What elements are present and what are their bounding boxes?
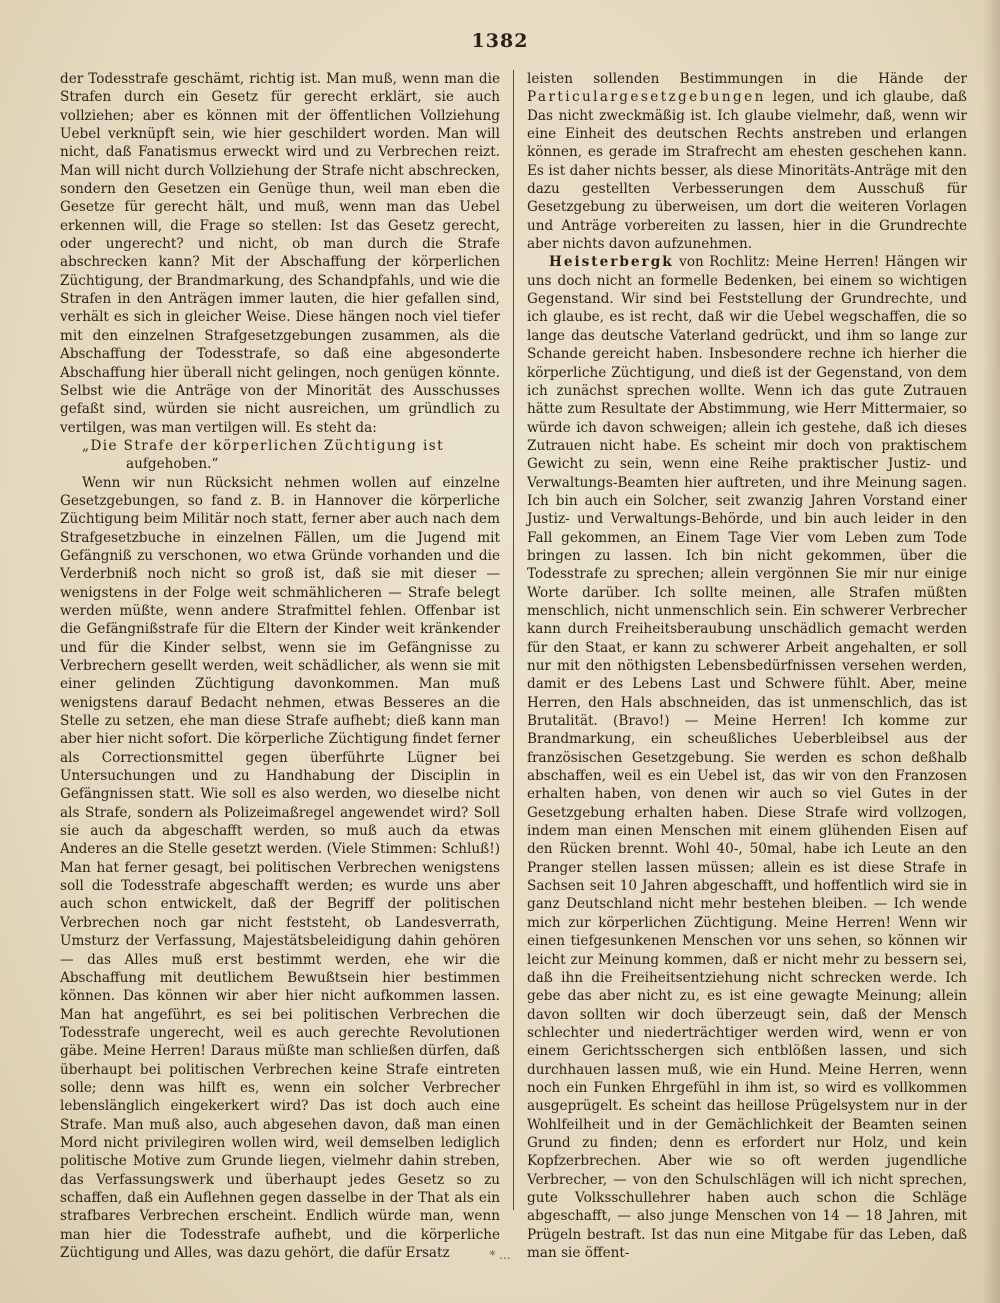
quote-line-2: aufgehoben.“ — [126, 456, 219, 473]
right-paragraph-1 — [527, 70, 967, 253]
speech-text: von Rochlitz: Meine Herren! Hängen wir uns doch nicht an formelle Bedenken, bei einem so wichtigen Gegenstand. Wir sind bei Feststellung der Grundrechte, und ich glaube, es ist recht, daß wir die Uebel wegschaffen, die so lange das deutsche Vaterland gedrückt, und ihm so lange zur Schande gereicht haben. Insbesondere rechne ich hierher die körperliche Züchtigung, und dieß ist der Gegenstand, von dem ich zunächst sprechen wollte. Wenn ich das gute Zutrauen hätte zum Resultate der Abstimmung, wie Herr Mittermaier, so würde ich davon schweigen; allein ich gestehe, daß ich dieses Zutrauen nicht habe. Es scheint mir doch von praktischem Gewicht zu sein, wenn eine Reihe praktischer Justiz- und Verwaltungs-Beamten hier auftreten, und ihre Meinung sagen. Ich bin auch ein Solcher, seit zwanzig Jahren Vorstand einer Justiz- und Verwaltungs-Behörde, und bin auch leider in den Fall gekommen, an Einem Tage Vier vom Leben zum Tode bringen zu lassen. Ich bin nicht gekommen, über die Todesstrafe zu sprechen; allein vergönnen Sie mir nur einige Worte darüber. Ich sollte meinen, alle Strafen müßten menschlich, nicht unmenschlich sein. Ein schwerer Verbrecher kann durch Freiheitsberaubung unschädlich gemacht werden für den Staat, er kann zu schwerer Arbeit angehalten, er soll nur mit den nöthigsten Lebensbedürfnissen versehen werden, damit er des Lebens Last und Schwere fühlt. Aber, meine Herren, den Hals abschneiden, das ist unmenschlich, das ist Brutalität. (Bravo!) — Meine Herren! Ich komme zur Brandmarkung, ein scheußliches Ueberbleibsel aus der französischen Gesetzgebung. Sie werden es schon deßhalb abschaffen, weil es ein Uebel ist, das wir von den Franzosen erhalten haben, von denen wir auch so viel Gutes in der Gesetzgebung erhalten haben. Diese Strafe wird vollzogen, indem man einen Menschen mit einem glühenden Eisen auf den Rücken brennt. Wohl 40-, 50mal, habe ich Leute an den Pranger stellen lassen müssen; allein es ist diese Strafe in Sachsen seit 10 Jahren abgeschafft, und hoffentlich wird sie in ganz Deutschland nicht mehr bestehen bleiben. — Ich wende mich zur körperlichen Züchtigung. Meine Herren! Wenn wir einen tiefgesunkenen Menschen vor uns sehen, so können wir leicht zur Meinung kommen, daß er nicht mehr zu bessern sei, daß ihn die Freiheitsentziehung nicht schrecken werde. Ich gebe das aber nicht zu, es ist eine gewagte Meinung; allein davon sollten wir doch überzeugt sein, daß der Mensch schlechter und niederträchtiger werden wird, wenn er von einem Gerichtsschergen sich entblößen lassen, und sich durchhauen lassen muß, wie ein Hund. Meine Herren, wenn noch ein Funken Ehrgefühl in ihm ist, so wird es vollkommen ausgeprügelt. Es scheint das heillose Prügelsystem nur in der Wohlfeilheit und in der Gemächlichkeit der Beamten seinen Grund zu finden; denn es erfordert nur Holz, und kein Kopfzerbrechen. Aber wie so oft werden jugendliche Verbrecher, — von den Schulschlägen will ich nicht sprechen, gute Volksschullehrer haben auch schon die Schläge abgeschafft, — also junge Menschen von 14 — 18 Jahren, mit Prügeln bestraft. Ist das nun eine Mitgabe für das Leben, daß man sie öffent- — [527, 254, 967, 1261]
speaker-name: Heisterbergk — [549, 254, 674, 271]
left-paragraph-2: Wenn wir nun Rücksicht nehmen wollen auf einzelne Gesetzgebungen, so fand z. B. in Hannover die körperliche Züchtigung beim Militär noch statt, ferner aber auch nach dem Strafgesetzbuche in einzelnen Fällen, um die Jugend mit Gefängniß zu verschonen, wo etwa Gründe vorhanden und die Verderbniß noch nicht so groß ist, daß sie mit dieser — wenigstens in der Folge weit schmählicheren — Strafe belegt werden müßte, wenn andere Strafmittel fehlen. Offenbar ist die Gefängnißstrafe für die Eltern der Kinder weit kränkender und für die Kinder selbst, wenn sie im Gefängnisse zu Verbrechern gesellt werden, weit schädlicher, als wenn sie mit einer gelinden Züchtigung davonkommen. Man muß wenigstens darauf Bedacht nehmen, etwas Besseres an die Stelle zu setzen, ehe man diese Strafe aufhebt; dieß kann man aber hier nicht sofort. Die körperliche Züchtigung findet ferner als Correctionsmittel gegen überführte Lügner bei Untersuchungen und zu Handhabung der Disciplin in Gefängnissen statt. Wie soll es also werden, wo dieselbe nicht als Strafe, sondern als Polizeimaßregel angewendet wird? Soll sie auch da abgeschafft werden, so muß auch da etwas Anderes an die Stelle gesetzt werden. (Viele Stimmen: Schluß!) Man hat ferner gesagt, bei politischen Verbrechen wenigstens soll die Todesstrafe abgeschafft werden; es wurde uns aber auch schon entwickelt, daß der Begriff der politischen Verbrechen noch gar nicht feststeht, ob Landesverrath, Umsturz der Verfassung, Majestätsbeleidigung dahin gehören — das Alles muß erst bestimmt werden, ehe wir die Abschaffung mit deutlichem Bewußtsein hier bestimmen können. Das können wir aber hier nicht aufkommen lassen. Man hat angeführt, es sei bei politischen Verbrechen die Todesstrafe ungerecht, weil es auch gerechte Revolutionen gäbe. Meine Herren! Daraus müßte man schließen dürfen, daß überhaupt bei politischen Verbrechen keine Strafe eintreten solle; denn was hilft es, wenn ein solcher Verbrecher lebenslänglich eingekerkert wird? Das ist doch auch eine Strafe. Man muß also, auch abgesehen davon, daß man einen Mord nicht privilegiren wollen wird, weil demselben lediglich politische Motive zum Grunde liegen, vielmehr dahin streben, das Verfassungswerk und überhaupt jedes Gesetz so zu schaffen, daß ein Auflehnen gegen dasselbe in der That als ein strafbares Verbrechen erscheint. Endlich würde man, wenn man hier die Todesstrafe aufhebt, und die körperliche Züchtigung und Alles, was dazu gehört, die dafür Ersatz — [60, 474, 500, 1261]
left-paragraph-1: der Todesstrafe geschämt, richtig ist. Man muß, wenn man die Strafen durch ein Gesetz für gerecht erklärt, sie auch vollziehen; aber es können mit der öffentlichen Vollziehung Uebel verknüpft sein, wie hier geschildert worden. Man will nicht, daß Fanatismus erweckt wird und zu Verbrechen reizt. Man will nicht durch Vollziehung der Strafe nicht abschrecken, sondern den Gesetzen ein Genüge thun, weil man eben die Gesetze für gerecht hält, und muß, wenn man das Uebel erkennen will, die Frage so stellen: Ist das Gesetz gerecht, oder ungerecht? und nicht, ob man durch die Strafe abschrecken kann? Mit der Abschaffung der körperlichen Züchtigung, der Brandmarkung, des Schandpfahls, und wie die Strafen in den Anträgen immer lauten, die hier gefallen sind, verhält es sich in gleicher Weise. Diese hängen noch viel tiefer mit den einzelnen Strafgesetzgebungen zusammen, als die Abschaffung der Todesstrafe, so daß eine abgesonderte Abschaffung hier überall nicht gelingen, noch genügen könnte. Selbst wie die Anträge von der Minorität des Ausschusses gefaßt sind, würden sie nicht ausreichen, um gründlich zu vertilgen, was man vertilgen will. Es steht da: — [60, 71, 500, 436]
column-divider — [513, 70, 514, 1210]
binding-shadow — [982, 0, 1000, 1303]
right-paragraph-1-rest: legen, und ich glaube, daß Das nicht zweckmäßig ist. Ich glaube vielmehr, daß, wenn wir eine Einheit des deutschen Rechts anstreben und erlangen können, es gerade im Strafrecht am ehesten geschehen kann. Es ist daher nichts besser, als diese Minoritäts-Anträge mit den dazu gestellten Verbesserungen dem Ausschuß für Gesetzgebung zu überweisen, um dort die weiteren Vorlagen und Anträge vorbereiten zu lassen, hier in die Grundrechte aber nichts davon aufzunehmen. — [527, 89, 967, 253]
right-paragraph-1-start: leisten sollenden Bestimmungen in die Hände der — [527, 71, 967, 87]
particular-legislation-term: Particulargesetzgebungen — [527, 89, 766, 106]
quote-line-1: „Die Strafe der körperlichen Züchtigung ist — [82, 437, 444, 454]
bottom-mark: * ... — [489, 1248, 511, 1262]
page-number: 1382 — [471, 30, 529, 52]
right-paragraph-2 — [527, 253, 967, 1262]
left-column — [60, 70, 500, 1262]
right-column — [527, 70, 967, 1262]
